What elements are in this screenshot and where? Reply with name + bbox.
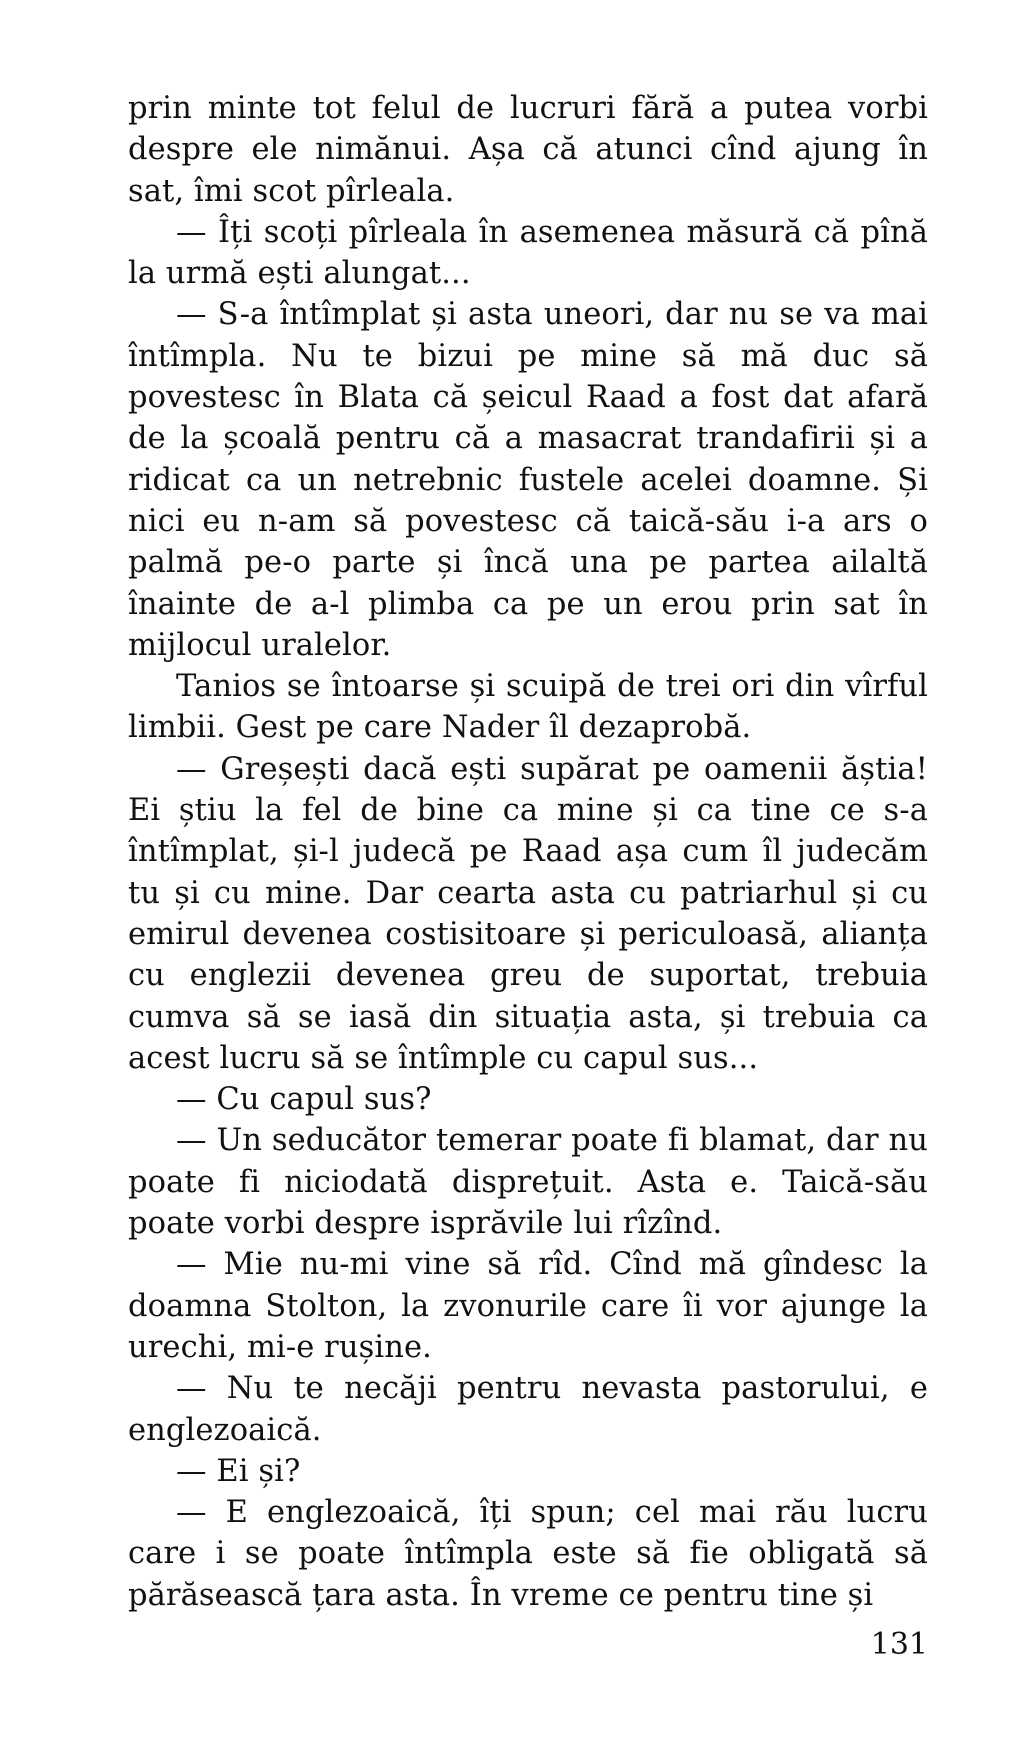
body-text: [128, 88, 928, 1616]
paragraph-dialogue: — Greșești dacă ești supărat pe oamenii ăștia! Ei știu la fel de bine ca mine și ca tine ce s-a întîmplat, și-l judecă pe Raad așa cum îl judecăm tu și cu mine. Dar cearta asta cu patriarhul și cu emirul devenea costisitoare și periculoasă, alianța cu englezii devenea greu de suportat, trebuia cumva să se iasă din situația asta, și trebuia ca acest lucru să se întîmple cu capul sus...: [128, 751, 928, 1076]
paragraph-dialogue: — Ei și?: [176, 1453, 301, 1489]
paragraph-narration: Tanios se întoarse și scuipă de trei ori din vîrful limbii. Gest pe care Nader îl dezaprobă.: [128, 669, 928, 746]
paragraph-dialogue: — Îți scoți pîrleala în asemenea măsură că pînă la urmă ești alungat...: [128, 214, 928, 292]
paragraph-dialogue: — Mie nu-mi vine să rîd. Cînd mă gîndesc la doamna Stolton, la zvonurile care îi vor ajunge la urechi, mi-e rușine.: [128, 1247, 928, 1365]
paragraph-continuation: prin minte tot felul de lucruri fără a putea vorbi despre ele nimănui. Așa că atunci cînd ajung în sat, îmi scot pîrleala.: [128, 91, 928, 209]
paragraph-dialogue: — S-a întîmplat și asta uneori, dar nu se va mai întîmpla. Nu te bizui pe mine să mă duc să povestesc în Blata că șeicul Raad a fost dat afară de la școală pentru că a masacrat trandafirii și a ridicat ca un netrebnic fustele acelei doamne. Și nici eu n-am să povestesc că taică-său i-a ars o palmă pe-o parte și încă una pe partea ailaltă înainte de a-l plimba ca pe un erou prin sat în mijlocul uralelor.: [128, 297, 928, 663]
page-number: 131: [870, 1627, 928, 1662]
paragraph-dialogue: — E englezoaică, îți spun; cel mai rău lucru care i se poate întîmpla este să fie obligată să părăsească țara asta. În vreme ce pentru tine și: [128, 1495, 928, 1613]
paragraph-dialogue: — Nu te necăji pentru nevasta pastorului, e englezoaică.: [128, 1371, 928, 1448]
paragraph-dialogue: — Cu capul sus?: [176, 1082, 432, 1118]
paragraph-dialogue: — Un seducător temerar poate fi blamat, dar nu poate fi niciodată disprețuit. Asta e. Taică-său poate vorbi despre isprăvile lui rîzînd.: [128, 1123, 928, 1242]
